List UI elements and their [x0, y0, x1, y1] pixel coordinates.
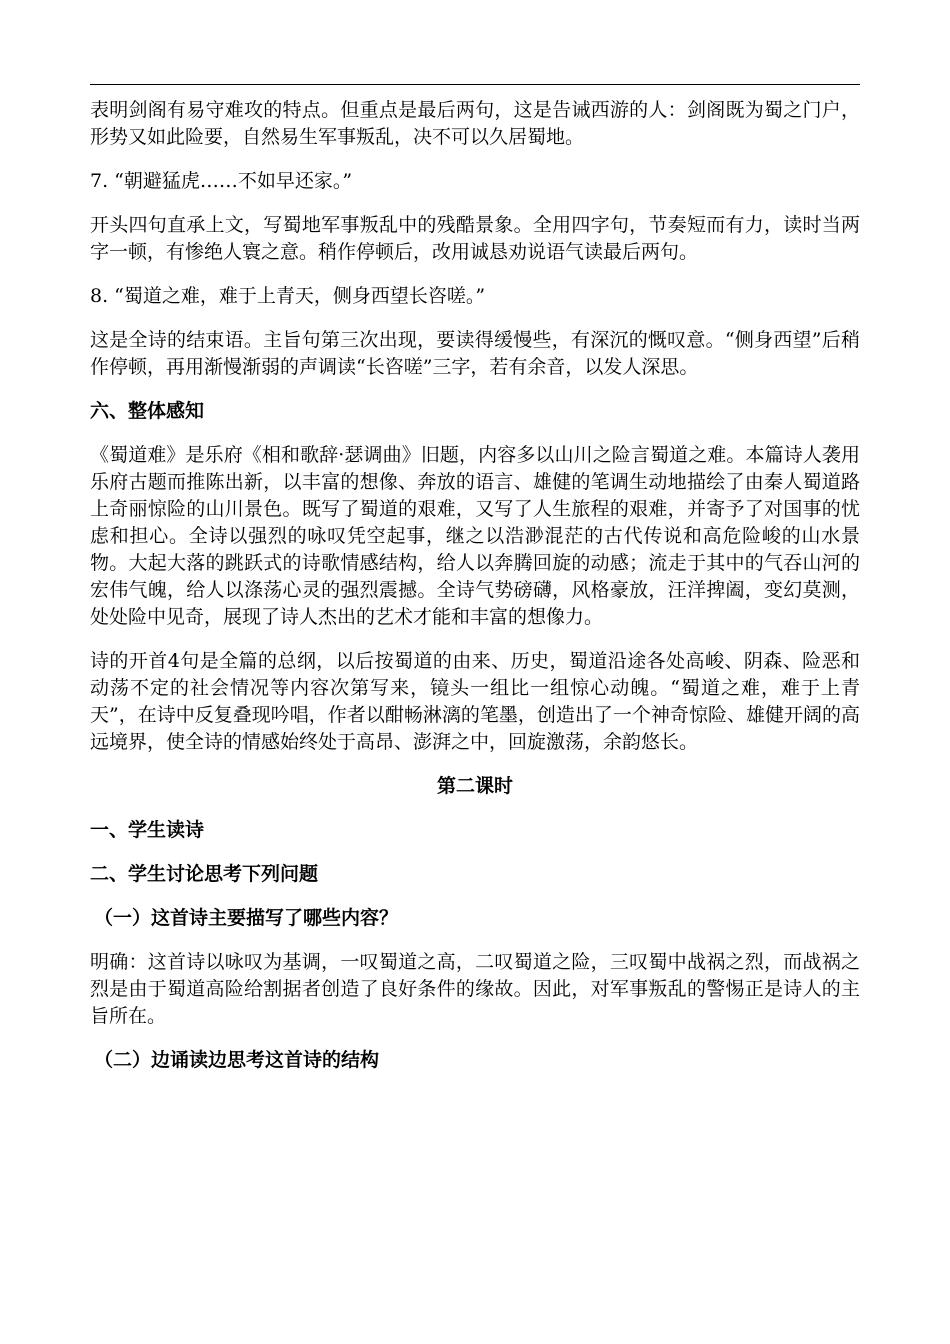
- header-rule: [90, 84, 860, 85]
- paragraph-reading-guide-7: 开头四句直承上文，写蜀地军事叛乱中的残酷景象。全用四字句，节奏短而有力，读时当两字一顿，有惨绝人寰之意。稍作停顿后，改用诚恳劝说语气读最后两句。: [90, 214, 860, 263]
- question-heading-content: （一）这首诗主要描写了哪些内容？: [94, 907, 399, 929]
- question-heading-structure: （二）边诵读边思考这首诗的结构: [94, 1049, 380, 1071]
- paragraph-reading-guide-8: 这是全诗的结束语。主旨句第三次出现，要读得缓慢些，有深沉的慨叹意。“侧身西望”后稍作停顿，再用渐慢渐弱的声调读“长咨嗟”三字，若有余音，以发人深思。: [90, 329, 860, 378]
- section-heading-overall-perception: 六、整体感知: [90, 400, 205, 422]
- section-heading-discussion: 二、学生讨论思考下列问题: [90, 863, 319, 885]
- document-page: [90, 84, 860, 1074]
- paragraph-overall-perception: 《蜀道难》是乐府《相和歌辞·瑟调曲》旧题，内容多以山川之险言蜀道之难。本篇诗人袭用乐府古题而推陈出新，以丰富的想像、奔放的语言、雄健的笔调生动地描绘了由秦人蜀道路上奇丽惊险的山川景色。既写了蜀道的艰难，又写了人生旅程的艰难，并寄予了对国事的忧虑和担心。全诗以强烈的咏叹凭空起事，继之以浩渺混茫的古代传说和高危险峻的山水景物。大起大落的跳跃式的诗歌情感结构，给人以奔腾回旋的动感；流走于其中的气吞山河的宏伟气魄，给人以涤荡心灵的强烈震撼。全诗气势磅礴，风格豪放，汪洋捭阖，变幻莫测，处处险中见奇，展现了诗人杰出的艺术才能和丰富的想像力。: [90, 444, 860, 628]
- paragraph-answer-content: 明确：这首诗以咏叹为基调，一叹蜀道之高，二叹蜀道之险，三叹蜀中战祸之烈，而战祸之烈是由于蜀道高险给割据者创造了良好条件的缘故。因此，对军事叛乱的警惕正是诗人的主旨所在。: [90, 951, 860, 1027]
- section-heading-students-read: 一、学生读诗: [90, 819, 205, 841]
- lesson-heading-second-period: 第二课时: [436, 775, 513, 797]
- paragraph-jiange-conclusion: 表明剑阁有易守难攻的特点。但重点是最后两句，这是告诫西游的人：剑阁既为蜀之门户，形势又如此险要，自然易生军事叛乱，决不可以久居蜀地。: [90, 99, 860, 148]
- paragraph-poem-structure-summary: 诗的开首4句是全篇的总纲，以后按蜀道的由来、历史，蜀道沿途各处高峻、阴森、险恶和动荡不定的社会情况等内容次第写来，镜头一组比一组惊心动魄。“蜀道之难，难于上青天”，在诗中反复叠现吟唱，作者以酣畅淋漓的笔墨，创造出了一个神奇惊险、雄健开阔的高远境界，使全诗的情感始终处于高昂、澎湃之中，回旋激荡，余韵悠长。: [90, 650, 860, 753]
- quote-line-8: 8. “蜀道之难，难于上青天，侧身西望长咨嗟。”: [90, 285, 486, 307]
- quote-line-7: 7. “朝避猛虎……不如早还家。”: [90, 170, 353, 192]
